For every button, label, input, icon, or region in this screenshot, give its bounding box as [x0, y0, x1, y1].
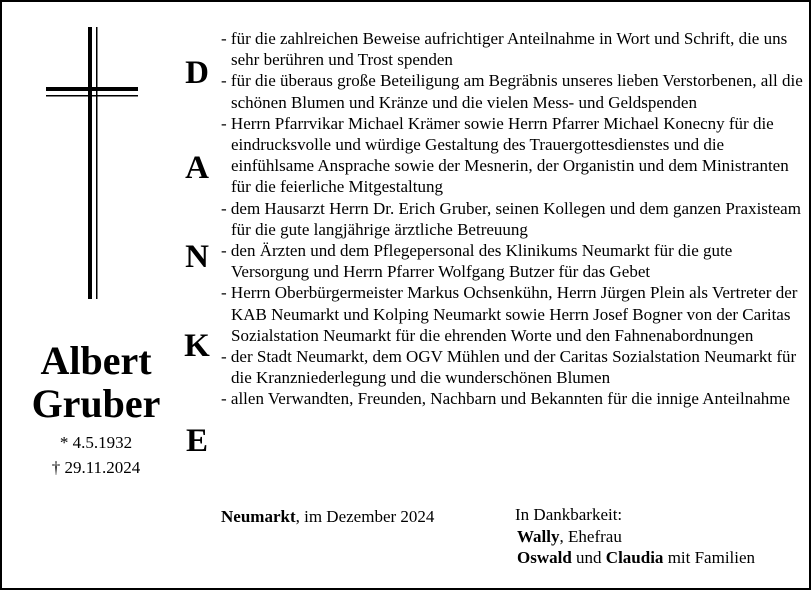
deceased-last-name: Gruber	[31, 381, 161, 426]
thanks-item-5: - den Ärzten und dem Pflegepersonal des Klinikums Neumarkt für die gute Versorgung und Herrn Pfarrer Wolfgang Butzer für das Gebet	[221, 241, 733, 282]
place-date-text: , im Dezember 2024	[295, 507, 435, 526]
signature-family-text: mit Familien	[663, 548, 756, 567]
danke-letter-a: A	[185, 150, 209, 186]
deceased-first-name: Albert	[40, 338, 152, 383]
signature-intro: In Dankbarkeit:	[515, 505, 623, 524]
death-date: † 29.11.2024	[51, 458, 141, 477]
place-city: Neumarkt	[221, 507, 296, 526]
danke-letter-e: E	[185, 423, 208, 459]
signature-wally-name: Wally	[517, 527, 560, 546]
signature-claudia-name: Claudia	[605, 548, 664, 567]
birth-date: * 4.5.1932	[59, 433, 133, 452]
thanks-item-7: - der Stadt Neumarkt, dem OGV Mühlen und der Caritas Sozialstation Neumarkt für die Kranzniederlegung und die wunderschönen Blumen	[221, 347, 797, 388]
thanks-item-6: - Herrn Oberbürgermeister Markus Ochsenkühn, Herrn Jürgen Plein als Vertreter der KAB Neumarkt und Kolping Neumarkt sowie Herrn Josef Bogner von der Caritas Sozialstation Neumarkt für die ehrenden Worte und den Fahnenabordnungen	[221, 283, 798, 345]
place-date	[221, 506, 434, 527]
signature-wally	[517, 526, 622, 547]
thanks-item-4: - dem Hausarzt Herrn Dr. Erich Gruber, seinen Kollegen und dem ganzen Praxisteam für die gute langjährige ärztliche Betreuung	[221, 198, 801, 239]
signature-children	[517, 547, 755, 568]
thanks-list	[221, 28, 805, 410]
thanks-item-8: - allen Verwandten, Freunden, Nachbarn und Bekannten für die innige Anteilnahme	[221, 389, 791, 409]
signature-wally-role: , Ehefrau	[559, 527, 622, 546]
danke-letter-d: D	[185, 55, 209, 91]
thanks-item-2: - für die überaus große Beteiligung am Begräbnis unseres lieben Verstorbenen, all die schönen Blumen und Kränze und die vielen Mess- und Geldspenden	[221, 71, 803, 112]
danke-letter-k: K	[184, 328, 210, 364]
thanks-item-3: - Herrn Pfarrvikar Michael Krämer sowie Herrn Pfarrer Michael Konecny für die eindrucksvolle und würdige Gestaltung des Trauergottesdienstes und die einfühlsame Ansprache sowie der Mesnerin, der Organistin und dem Ministranten für die feierliche Mitgestaltung	[221, 113, 789, 197]
thanks-item-1: - für die zahlreichen Beweise aufrichtiger Anteilnahme in Wort und Schrift, die uns sehr berühren und Trost spenden	[221, 29, 788, 70]
danke-letter-n: N	[185, 239, 209, 275]
signature-oswald-name: Oswald	[517, 548, 572, 567]
cross-icon	[46, 27, 138, 299]
signature-and: und	[571, 548, 606, 567]
